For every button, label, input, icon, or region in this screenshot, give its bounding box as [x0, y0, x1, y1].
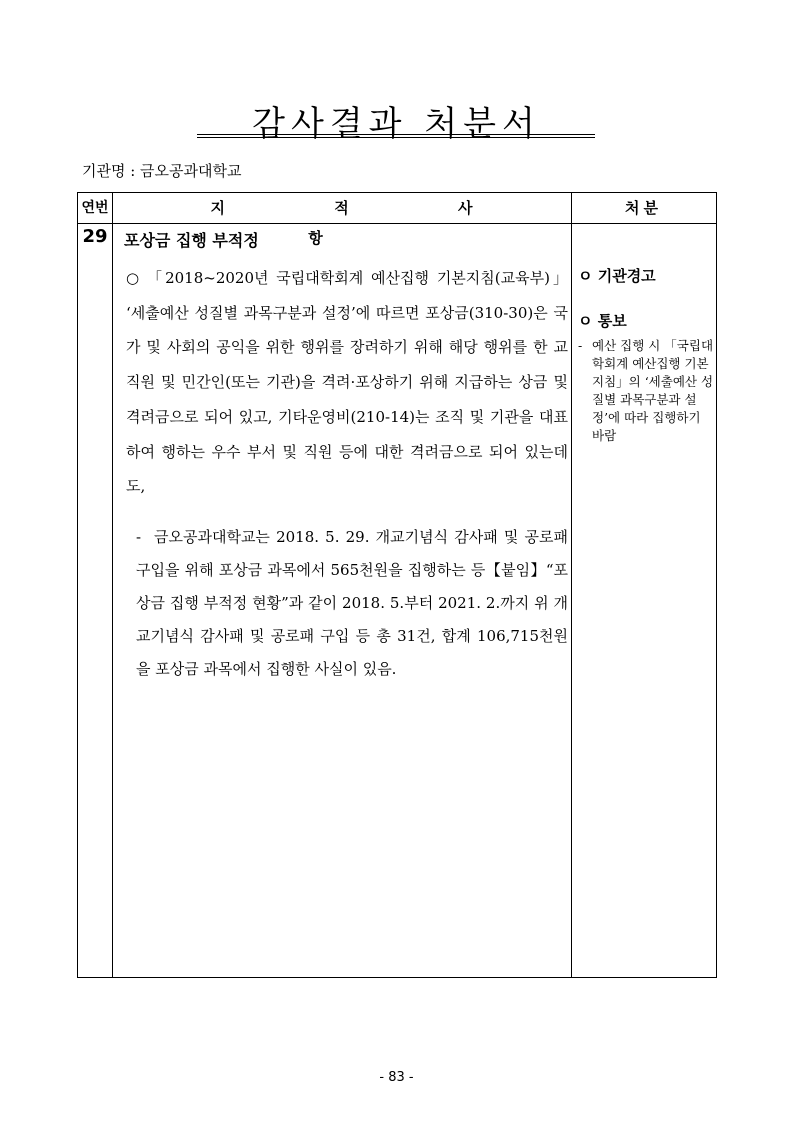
disposition-detail-text: 예산 집행 시 「국립대학회계 예산집행 기본지침」의 ‘세출예산 성질별 과목구분과 설정’에 따라 집행하기 바람 [592, 338, 714, 443]
disposition-detail [578, 337, 714, 445]
title-underline [197, 134, 595, 138]
header-no: 연번 [81, 200, 109, 216]
item-number: 29 [82, 226, 108, 247]
document-title: 감사결과 처분서 [252, 104, 541, 144]
dash-bullet-icon: - [578, 338, 583, 353]
finding-paragraph-2 [136, 521, 568, 686]
disposition-warning: ㅇ 기관경고 [578, 267, 656, 285]
finding-paragraph-1 [126, 261, 568, 504]
audit-table [77, 192, 717, 978]
item-title: 포상금 집행 부적정 [124, 231, 259, 250]
header-disposition: 처분 [625, 199, 662, 217]
page-number: - 83 - [379, 1070, 414, 1085]
disposition-notice: ㅇ 통보 [578, 312, 627, 330]
finding-paragraph-1-text: 「2018~2020년 국립대학회계 예산집행 기본지침(교육부)」 ‘세출예산 성질별 과목구분과 설정’에 따르면 포상금(310-30)은 국가 및 사회의 공익을 위한 행위를 장려하기 위해 해당 행위를 한 교직원 및 민간인(또는 기관)을 격려·포상하기 위해 지급하는 상금 및 격려금으로 되어 있고, 기타운영비(210-14)는 조직 및 기관을 대표하여 행하는 우수 부서 및 직원 등에 대한 격려금으로 되어 있는데도, [126, 269, 568, 496]
dash-bullet-icon: - [136, 528, 142, 546]
finding-paragraph-2-text: 금오공과대학교는 2018. 5. 29. 개교기념식 감사패 및 공로패 구입을 위해 포상금 과목에서 565천원을 집행하는 등【붙임】“포상금 집행 부적정 현황”과 같이 2018. 5.부터 2021. 2.까지 위 개교기념식 감사패 및 공로패 구입 등 총 31건, 합계 106,715천원을 포상금 과목에서 집행한 사실이 있음. [136, 528, 568, 678]
header-divider [78, 223, 716, 224]
header-finding: 지 적 사 항 [210, 199, 525, 247]
column-divider-1 [112, 193, 113, 977]
column-divider-2 [571, 193, 572, 977]
agency-line: 기관명 : 금오공과대학교 [82, 162, 242, 180]
disposition-column [578, 265, 714, 445]
circle-bullet-icon: ○ [126, 269, 140, 287]
